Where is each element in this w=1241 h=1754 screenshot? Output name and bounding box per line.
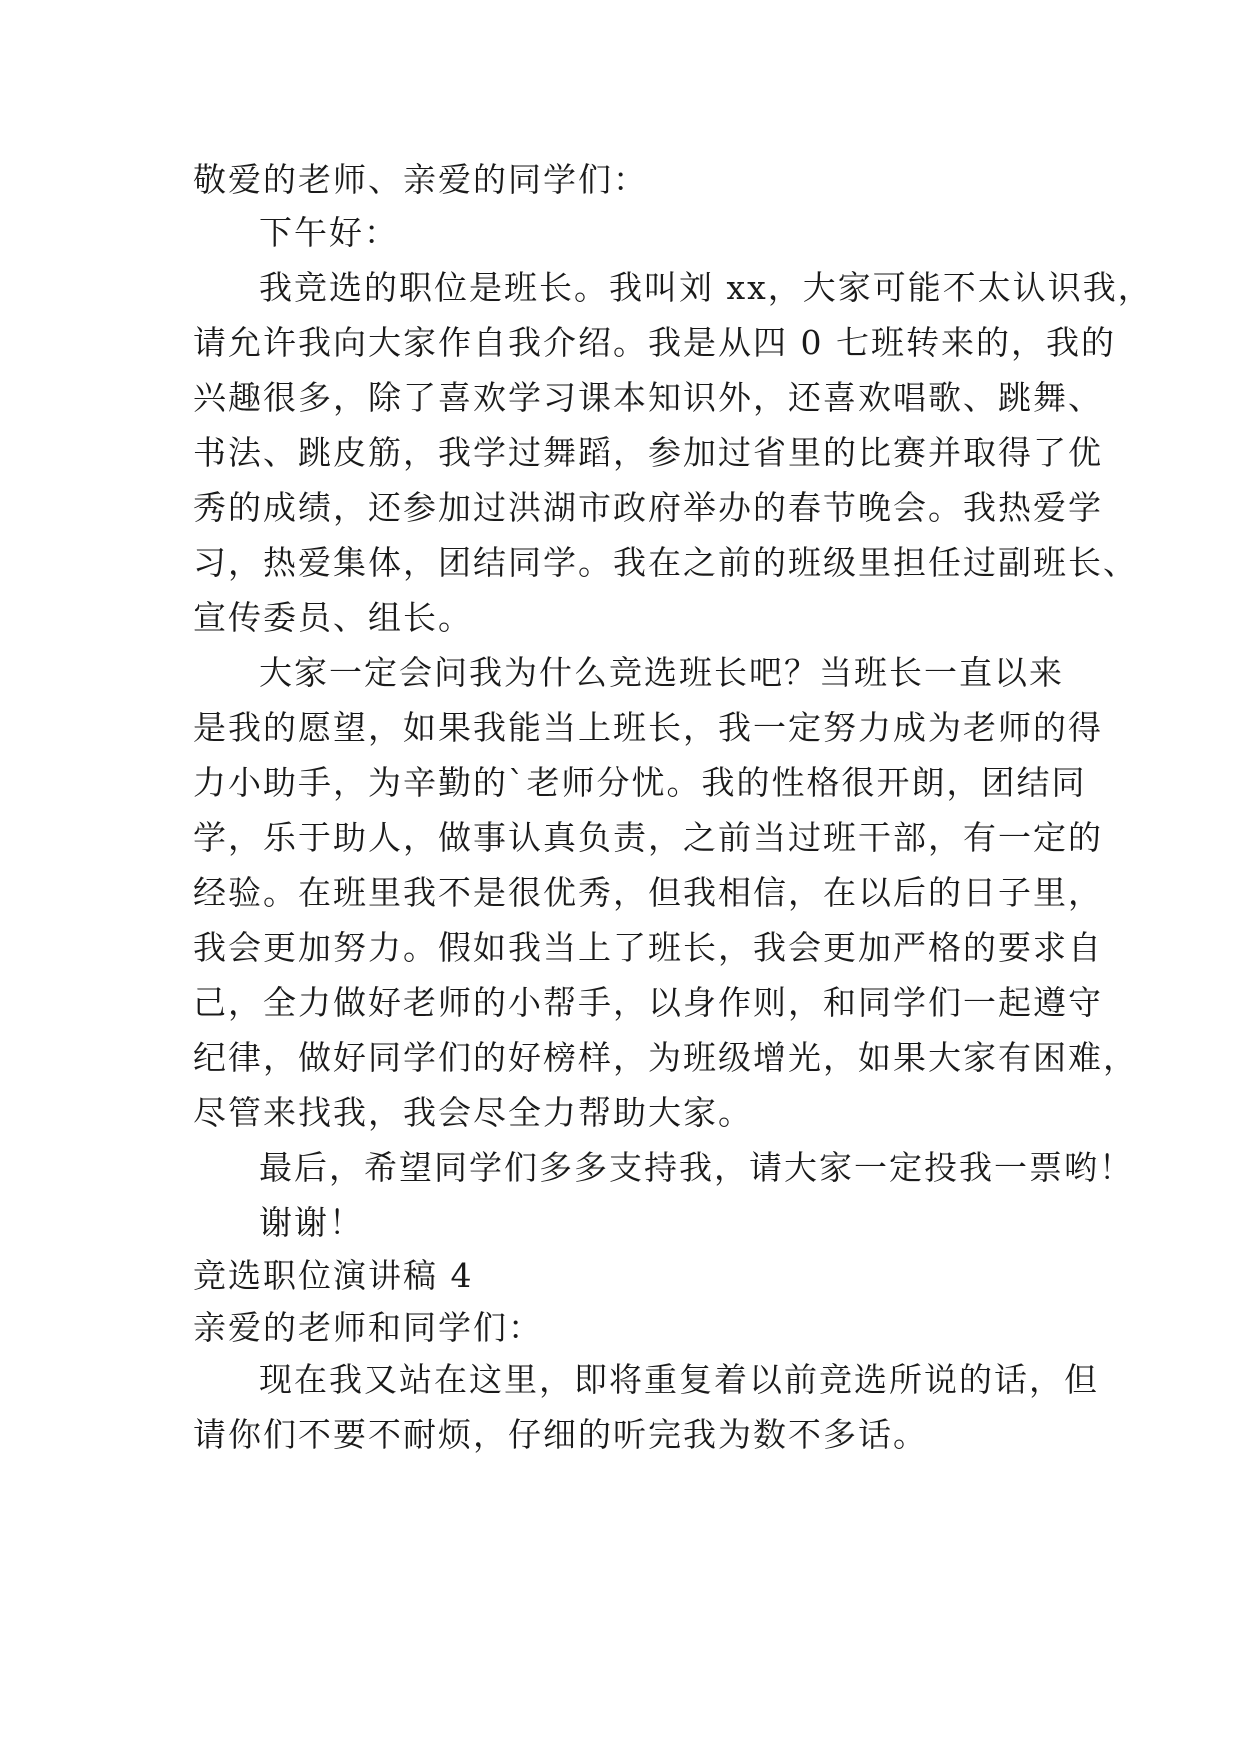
greeting: 下午好： — [259, 213, 399, 252]
paragraph-line: 请允许我向大家作自我介绍。我是从四 0 七班转来的，我的 — [193, 323, 1116, 362]
paragraph-line: 现在我又站在这里，即将重复着以前竞选所说的话，但 — [259, 1360, 1099, 1399]
paragraph-line: 己，全力做好老师的小帮手，以身作则，和同学们一起遵守 — [193, 983, 1103, 1022]
section-heading: 竞选职位演讲稿 4 — [193, 1256, 474, 1295]
paragraph-line: 秀的成绩，还参加过洪湖市政府举办的春节晚会。我热爱学 — [193, 488, 1103, 527]
paragraph-line: 宣传委员、组长。 — [193, 598, 473, 637]
thanks-line: 谢谢！ — [259, 1203, 364, 1242]
salutation: 敬爱的老师、亲爱的同学们： — [193, 160, 648, 199]
closing-line: 最后，希望同学们多多支持我，请大家一定投我一票哟！ — [259, 1148, 1134, 1187]
paragraph-line: 我会更加努力。假如我当上了班长，我会更加严格的要求自 — [193, 928, 1103, 967]
paragraph-line: 纪律，做好同学们的好榜样，为班级增光，如果大家有困难， — [193, 1038, 1138, 1077]
paragraph-line: 兴趣很多，除了喜欢学习课本知识外，还喜欢唱歌、跳舞、 — [193, 378, 1103, 417]
paragraph-line: 请你们不要不耐烦，仔细的听完我为数不多话。 — [193, 1415, 928, 1454]
paragraph-line: 我竞选的职位是班长。我叫刘 xx，大家可能不太认识我， — [259, 268, 1153, 307]
paragraph-line: 经验。在班里我不是很优秀，但我相信，在以后的日子里， — [193, 873, 1103, 912]
paragraph-line: 尽管来找我，我会尽全力帮助大家。 — [193, 1093, 753, 1132]
paragraph-line: 书法、跳皮筋，我学过舞蹈，参加过省里的比赛并取得了优 — [193, 433, 1103, 472]
paragraph-line: 力小助手，为辛勤的`老师分忧。我的性格很开朗，团结同 — [193, 763, 1087, 802]
paragraph-line: 习，热爱集体，团结同学。我在之前的班级里担任过副班长、 — [193, 543, 1138, 582]
paragraph-line: 是我的愿望，如果我能当上班长，我一定努力成为老师的得 — [193, 708, 1103, 747]
paragraph-line: 学，乐于助人，做事认真负责，之前当过班干部，有一定的 — [193, 818, 1103, 857]
paragraph-line: 大家一定会问我为什么竞选班长吧？当班长一直以来 — [259, 653, 1064, 692]
salutation: 亲爱的老师和同学们： — [193, 1308, 543, 1347]
